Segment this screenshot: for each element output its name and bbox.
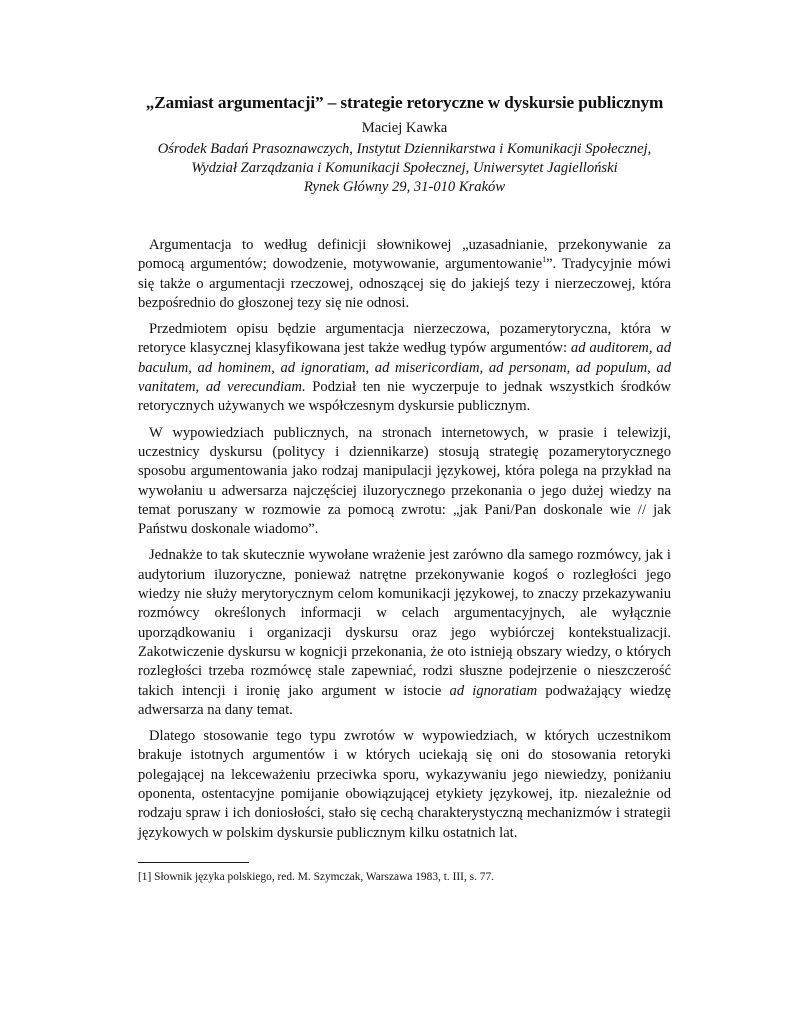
paragraph-text: Jednakże to tak skutecznie wywołane wrażenie jest zarówno dla samego rozmówcy, jak i audytorium iluzoryczne, ponieważ natrętne przekonywanie kogoś o rozległości jego wiedzy nie służy merytorycznym celom komunikacji językowej, to znaczy przekazywaniu rozmówcy określonych informacji w celach argumentacyjnych, ale wyłącznie uporządkowaniu i organizacji dyskursu oraz jego wybiórczej kontekstualizacji. Zakotwiczenie dyskursu w kognicji przekonania, że oto istnieją obszary wiedzy, o których rozległości trzeba rozmówcę stale zapewniać, rodzi słuszne podejrzenie o nieszczerość takich intencji i ironię jako argument w istocie (138, 547, 671, 699)
affiliation-block (138, 140, 671, 197)
author-name: Maciej Kawka (361, 120, 448, 136)
latin-term: ad ignoratiam (449, 682, 538, 699)
paper-content (138, 93, 671, 884)
paragraph-2 (138, 320, 671, 416)
paragraph-text: podważający wiedzę adwersarza na dany temat. (138, 682, 671, 718)
paragraph-text: ”. Tradycyjnie mówi się także o argumentacji rzeczowej, odnoszącej się do jakiejś tezy i nierzeczowej, która bezpośrednio do głoszonej tezy się nie odnosi. (138, 256, 671, 311)
paragraph-1 (138, 236, 671, 313)
paragraph-3: W wypowiedziach publicznych, na stronach internetowych, w prasie i telewizji, uczestnicy dyskursu (politycy i dziennikarze) stosują strategię pozamerytorycznego sposobu argumentowania jako rodzaj manipulacji językowej, która polega na przykład na wywołaniu u adwersarza najczęściej iluzorycznego przekonania o jego dużej wiedzy na temat poruszany w rozmowie za pomocą zwrotu: „jak Pani/Pan doskonale wie // jak Państwu doskonale wiadomo”. (138, 424, 671, 538)
paragraph-text: Podział ten nie wyczerpuje to jednak wszystkich środków retorycznych używanych we współczesnym dyskursie publicznym. (138, 379, 671, 415)
paper-title: „Zamiast argumentacji” – strategie retoryczne w dyskursie publicznym (145, 93, 664, 112)
paragraph-4 (138, 546, 671, 720)
affiliation-address: Rynek Główny 29, 31-010 Kraków (303, 179, 506, 195)
paragraph-text: Argumentacja to według definicji słownikowej „uzasadnianie, przekonywanie za pomocą argumentów; dowodzenie, motywowanie, argumentowanie (138, 237, 671, 273)
affiliation-line: Ośrodek Badań Prasoznawczych, Instytut Dziennikarstwa i Komunikacji Społecznej, (157, 141, 652, 157)
footnote-ref[interactable]: 1 (542, 255, 547, 265)
paper-body (138, 236, 671, 843)
footnote: [1] Słownik języka polskiego, red. M. Szymczak, Warszawa 1983, t. III, s. 77. (138, 870, 495, 883)
footnote-divider (138, 862, 249, 863)
latin-terms: ad auditorem, ad baculum, ad hominem, ad ignoratiam, ad misericordiam, ad personam, ad populum, ad vanitatem, ad verecundiam. (138, 340, 671, 396)
paragraph-text: Przedmiotem opisu będzie argumentacja nierzeczowa, pozamerytoryczna, która w retoryce klasycznej klasyfikowana jest także według typów argumentów: (138, 321, 671, 357)
paragraph-5: Dlatego stosowanie tego typu zwrotów w wypowiedziach, w których uczestnikom brakuje istotnych argumentów i w których uciekają się oni do stosowania retoryki polegającej na lekceważeniu przeciwka sporu, wykazywaniu jego niewiedzy, poniżaniu oponenta, ostentacyjne pomijanie obowiązującej etykiety językowej, itp. niezależnie od rodzaju spraw i ich doniosłości, stało się cechą charakterystyczną mechanizmów i strategii językowych w polskim dyskursie publicznym kilku ostatnich lat. (138, 728, 671, 841)
affiliation-line: Wydział Zarządzania i Komunikacji Społecznej, Uniwersytet Jagielloński (191, 160, 618, 176)
